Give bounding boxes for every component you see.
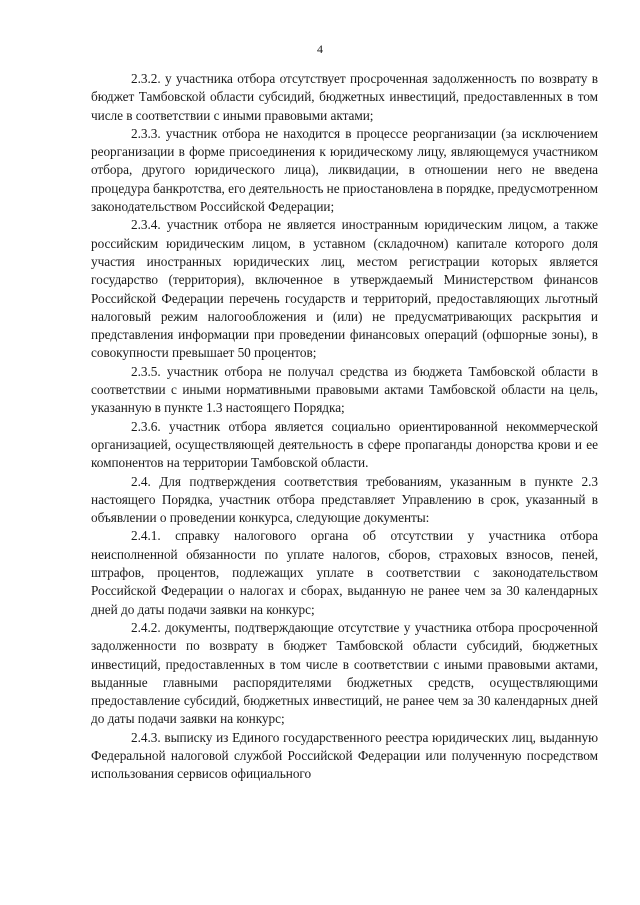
paragraph-2-3-5: 2.3.5. участник отбора не получал средства из бюджета Тамбовской области в соответствии с иными нормативными правовыми актами Тамбовской области на цель, указанную в пункте 1.3 настоящего Порядка; <box>91 363 598 416</box>
paragraph-2-4-1: 2.4.1. справку налогового органа об отсутствии у участника отбора неисполненной обязанности по уплате налогов, сборов, страховых взносов, пеней, штрафов, процентов, подлежащих уплате в соответствии с законодательством Российской Федерации о налогах и сборах, выданную не ранее чем за 30 календарных дней до даты подачи заявки на конкурс; <box>91 528 598 617</box>
paragraph-2-3-2: 2.3.2. у участника отбора отсутствует просроченная задолженность по возврату в бюджет Тамбовской области субсидий, бюджетных инвестиций, предоставленных в том числе в соответствии с иными правовыми актами; <box>91 71 598 123</box>
paragraph-2-4-2: 2.4.2. документы, подтверждающие отсутствие у участника отбора просроченной задолженности по возврату в бюджет Тамбовской области субсидий, бюджетных инвестиций, предоставленных в том числе в соответствии с иными правовыми актами, выданные главными распорядителями бюджетных средств, осуществляющими предоставление субсидий, бюджетных инвестиций, не ранее чем за 30 календарных дней до даты подачи заявки на конкурс; <box>91 619 598 727</box>
document-body <box>91 70 598 784</box>
paragraph-2-3-3: 2.3.3. участник отбора не находится в процессе реорганизации (за исключением реорганизации в форме присоединения к юридическому лицу, являющемуся участником отбора, другого юридического лица), ликвидации, в отношении него не введена процедура банкротства, его деятельность не приостановлена в порядке, предусмотренном законодательством Российской Федерации; <box>91 125 598 215</box>
paragraph-2-4-3: 2.4.3. выписку из Единого государственного реестра юридических лиц, выданную Федеральной налоговой службой Российской Федерации или полученную посредством использования сервисов официального <box>91 729 598 782</box>
page-number: 4 <box>317 42 323 56</box>
paragraph-2-3-6: 2.3.6. участник отбора является социально ориентированной некоммерческой организацией, осуществляющей деятельность в сфере пропаганды донорства крови и ее компонентов на территории Тамбовской области. <box>91 418 598 471</box>
paragraph-2-4: 2.4. Для подтверждения соответствия требованиям, указанным в пункте 2.3 настоящего Порядка, участник отбора представляет Управлению в срок, указанный в объявлении о проведении конкурса, следующие документы: <box>91 473 598 526</box>
paragraph-2-3-4: 2.3.4. участник отбора не является иностранным юридическим лицом, а также российским юридическим лицом, в уставном (складочном) капитале которого доля участия иностранных юридических лиц, местом регистрации которых является государство (территория), включенное в утверждаемый Министерством финансов Российской Федерации перечень государств и территорий, предоставляющих льготный налоговый режим налогообложения и (или) не предусматривающих раскрытия и представления информации при проведении финансовых операций (офшорные зоны), в совокупности превышает 50 процентов; <box>91 217 598 361</box>
